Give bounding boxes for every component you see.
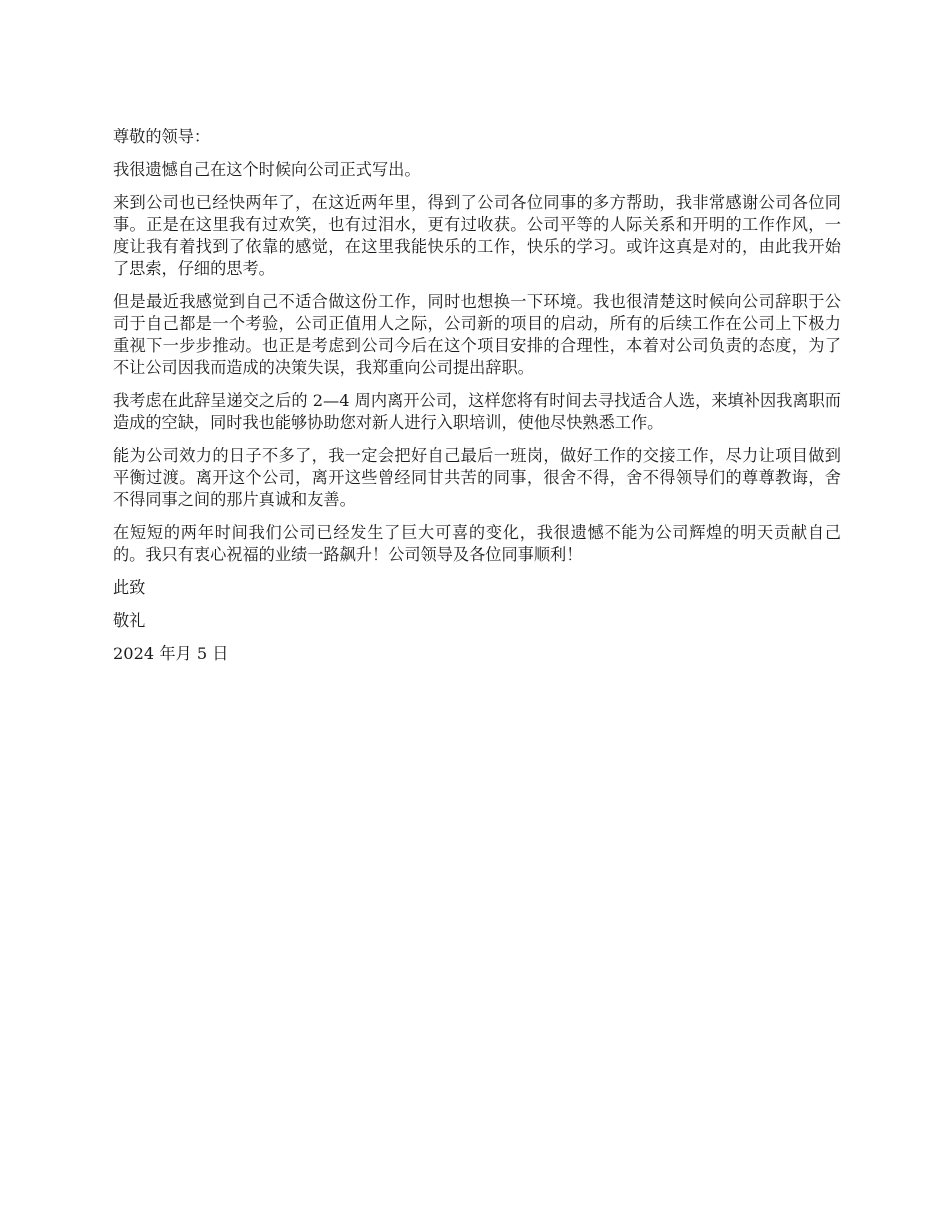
closing-line-1: 此致 [113,578,146,597]
letter-date: 2024 年月 5 日 [113,644,229,663]
paragraph-handover: 能为公司效力的日子不多了，我一定会把好自己最后一班岗，做好工作的交接工作，尽力让项目做到平衡过渡。离开这个公司，离开这些曾经同甘共苦的同事，很舍不得，舍不得领导们的尊尊教诲，舍不得同事之间的那片真诚和友善。 [113,446,841,509]
paragraph-wishes: 在短短的两年时间我们公司已经发生了巨大可喜的变化，我很遗憾不能为公司辉煌的明天贡献自己的。我只有衷心祝福的业绩一路飙升！公司领导及各位同事顺利！ [113,523,841,564]
resignation-letter [113,126,841,676]
closing-line-2: 敬礼 [113,611,146,630]
paragraph-intro: 我很遗憾自己在这个时候向公司正式写出。 [113,160,421,179]
salutation: 尊敬的领导： [113,127,211,146]
paragraph-reason: 但是最近我感觉到自己不适合做这份工作，同时也想换一下环境。我也很清楚这时候向公司辞职于公司于自己都是一个考验，公司正值用人之际，公司新的项目的启动，所有的后续工作在公司上下极力重视下一步步推动。也正是考虑到公司今后在这个项目安排的合理性，本着对公司负责的态度，为了不让公司因我而造成的决策失误，我郑重向公司提出辞职。 [113,292,841,377]
paragraph-gratitude: 来到公司也已经快两年了，在这近两年里，得到了公司各位同事的多方帮助，我非常感谢公司各位同事。正是在这里我有过欢笑，也有过泪水，更有过收获。公司平等的人际关系和开明的工作作风，一度让我有着找到了依靠的感觉，在这里我能快乐的工作，快乐的学习。或许这真是对的，由此我开始了思索，仔细的思考。 [113,193,841,278]
paragraph-timeline: 我考虑在此辞呈递交之后的 2—4 周内离开公司，这样您将有时间去寻找适合人选，来填补因我离职而造成的空缺，同时我也能够协助您对新人进行入职培训，使他尽快熟悉工作。 [113,391,841,432]
